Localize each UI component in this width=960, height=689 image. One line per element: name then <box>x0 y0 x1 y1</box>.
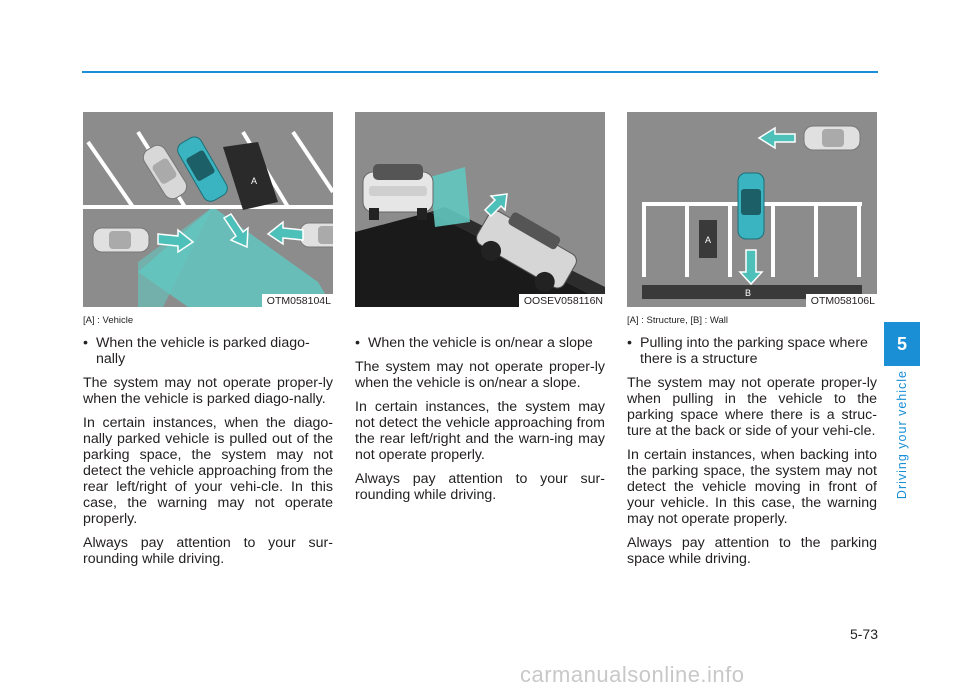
bullet-dot: • <box>83 335 88 351</box>
figure-slope <box>355 112 605 307</box>
figure-label-b: B <box>745 288 752 298</box>
bullet-text: When the vehicle is on/near a slope <box>368 335 593 351</box>
body-paragraph: Always pay attention to the parking space while driving. <box>627 535 877 567</box>
bullet-text: Pulling into the parking space where there is a structure <box>640 335 868 367</box>
slope-illustration <box>355 112 605 307</box>
column-diagonal-parking <box>83 112 333 567</box>
figure-code: OTM058106L <box>806 294 877 307</box>
body-paragraph: In certain instances, when backing into the parking space, the system may not detect the vehicle moving in front of your vehicle. In this case, the warning may not operate properly. <box>627 447 877 527</box>
body-paragraph: The system may not operate proper-ly when pulling in the vehicle to the parking space where there is a struc-ture at the back or side of your vehi-cle. <box>627 375 877 439</box>
body-paragraph: Always pay attention to your sur-rounding while driving. <box>355 471 605 503</box>
header-rule <box>82 71 878 73</box>
figure-code: OOSEV058116N <box>519 294 605 307</box>
figure-structure <box>627 112 877 307</box>
figure-code: OTM058104L <box>262 294 333 307</box>
figure-caption: [A] : Structure, [B] : Wall <box>627 315 729 326</box>
column-structure <box>627 112 877 567</box>
bullet-dot: • <box>355 335 360 351</box>
body-paragraph: The system may not operate proper-ly when the vehicle is parked diago-nally. <box>83 375 333 407</box>
diagonal-parking-illustration <box>83 112 333 307</box>
body-paragraph: The system may not operate proper-ly when the vehicle is on/near a slope. <box>355 359 605 391</box>
structure-parking-illustration <box>627 112 877 307</box>
bullet-text: When the vehicle is parked diago-nally <box>96 335 310 367</box>
body-paragraph: Always pay attention to your sur-rounding while driving. <box>83 535 333 567</box>
bullet-heading <box>355 335 605 351</box>
chapter-tab[interactable]: 5 <box>884 322 920 366</box>
bullet-heading <box>83 335 333 367</box>
body-paragraph: In certain instances, when the diago-nally parked vehicle is pulled out of the parking space, the system may not detect the vehicle approaching from the rear left/right of your vehi-cle. In this case, the warning may not operate properly. <box>83 415 333 527</box>
figure-caption: [A] : Vehicle <box>83 315 134 326</box>
figure-label-a: A <box>705 235 712 245</box>
body-paragraph: In certain instances, the system may not detect the vehicle approaching from the rear left/right and the warn-ing may not operate properly. <box>355 399 605 463</box>
watermark: carmanualsonline.info <box>520 662 745 687</box>
bullet-heading <box>627 335 877 367</box>
figure-label-a: A <box>251 176 258 186</box>
chapter-title-text: Driving your vehicle <box>895 370 909 500</box>
page-number: 5-73 <box>849 626 878 642</box>
bullet-dot: • <box>627 335 632 351</box>
figure-diagonal-parking <box>83 112 333 307</box>
column-slope <box>355 112 605 503</box>
